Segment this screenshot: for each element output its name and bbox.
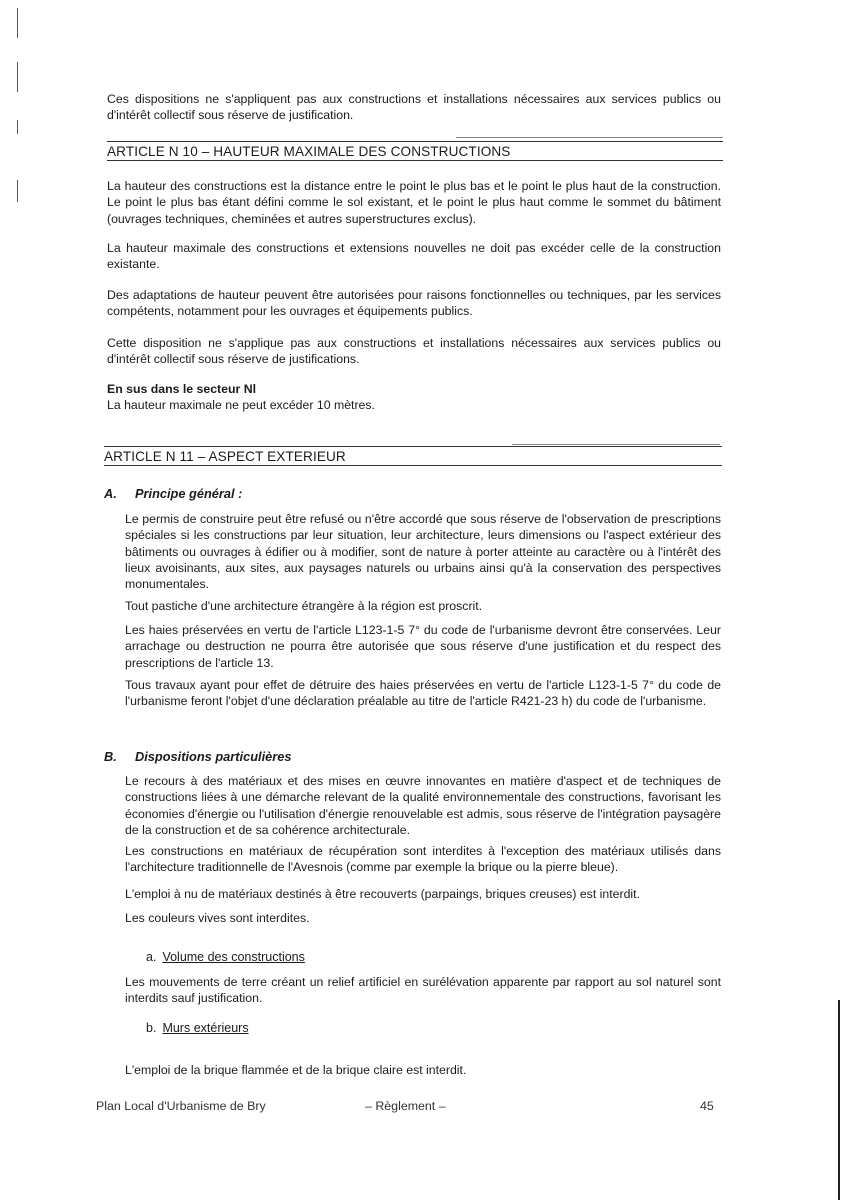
- section-a-letter: A.: [104, 486, 117, 501]
- scan-mark-left-3: [17, 120, 18, 134]
- scan-mark-right: [838, 1000, 840, 1200]
- section-b-title: Dispositions particulières: [135, 749, 292, 764]
- section-a-title: Principe général :: [135, 486, 243, 501]
- section-b-paragraph-2: Les constructions en matériaux de récupération sont interdites à l'exception des matériaux utilisés dans l'architecture traditionnelle de l'Avesnois (comme par exemple la brique ou la pierre bleue).: [125, 844, 721, 875]
- section-b-letter: B.: [104, 749, 117, 764]
- art10-sector-text: La hauteur maximale ne peut excéder 10 mètres.: [107, 398, 375, 412]
- section-b-paragraph-4: Les couleurs vives sont interdites.: [125, 911, 310, 925]
- subsection-volume-letter: a.: [146, 950, 157, 964]
- article-11-heading: ARTICLE N 11 – ASPECT EXTERIEUR: [104, 446, 722, 466]
- section-b-paragraph-3: L'emploi à nu de matériaux destinés à être recouverts (parpaings, briques creuses) est interdit.: [125, 887, 640, 901]
- footer-center: – Règlement –: [365, 1099, 446, 1113]
- intro-paragraph: Ces dispositions ne s'appliquent pas aux constructions et installations nécessaires aux services publics ou d'intérêt collectif sous réserve de justification.: [107, 92, 721, 123]
- art10-sector-title: En sus dans le secteur Nl: [107, 382, 256, 396]
- section-a-paragraph-1: Le permis de construire peut être refusé ou n'être accordé que sous réserve de l'observation de prescriptions spéciales si les constructions par leur situation, leur architecture, leurs dimensions ou l'aspect extérieur des bâtiments ou ouvrages à édifier ou à modifier, sont de nature à porter atteinte au caractère ou à l'intérêt des lieux avoisinants, aux sites, aux paysages naturels ou urbains ainsi qu'à la conservation des perspectives monumentales.: [125, 512, 721, 592]
- rule-line: [456, 137, 723, 138]
- murs-paragraph: L'emploi de la brique flammée et de la brique claire est interdit.: [125, 1063, 467, 1077]
- art10-paragraph-3: Des adaptations de hauteur peuvent être autorisées pour raisons fonctionnelles ou techniques, par les services compétents, notamment pour les ouvrages et équipements publics.: [107, 288, 721, 319]
- subsection-volume-heading: [146, 949, 305, 965]
- subsection-murs-heading: [146, 1020, 249, 1036]
- scan-mark-left-1: [17, 8, 18, 38]
- art10-paragraph-1: La hauteur des constructions est la distance entre le point le plus bas et le point le plus haut de la construction. Le point le plus bas étant défini comme le sol existant, et le point le plus haut comme le sommet du bâtiment (ouvrages techniques, cheminées et autres superstructures exclus).: [107, 179, 721, 226]
- footer-page-number: 45: [700, 1099, 714, 1113]
- subsection-volume-title: Volume des constructions: [162, 950, 305, 964]
- section-a-paragraph-2: Tout pastiche d'une architecture étrangère à la région est proscrit.: [125, 599, 483, 613]
- footer-left: Plan Local d'Urbanisme de Bry: [96, 1099, 266, 1113]
- section-b-paragraph-1: Le recours à des matériaux et des mises en œuvre innovantes en matière d'aspect et de techniques de constructions liées à une démarche relevant de la qualité environnementale des constructions, favorisant les économies d'énergie ou l'utilisation d'énergie renouvelable est admis, sous réserve de l'intégration paysagère de la construction et de sa cohérence architecturale.: [125, 774, 721, 837]
- section-b-heading: [104, 749, 291, 765]
- section-a-paragraph-3: Les haies préservées en vertu de l'article L123-1-5 7° du code de l'urbanisme devront être conservées. Leur arrachage ou destruction ne pourra être autorisée que sous réserve d'une justification et du respect des prescriptions de l'article 13.: [125, 623, 721, 670]
- article-10-heading: ARTICLE N 10 – HAUTEUR MAXIMALE DES CONSTRUCTIONS: [107, 141, 723, 161]
- subsection-murs-title: Murs extérieurs: [162, 1021, 249, 1035]
- art10-paragraph-2: La hauteur maximale des constructions et extensions nouvelles ne doit pas excéder celle de la construction existante.: [107, 241, 721, 272]
- subsection-murs-letter: b.: [146, 1021, 157, 1035]
- scan-mark-left-4: [17, 180, 18, 202]
- scan-mark-left-2: [17, 62, 18, 92]
- art10-paragraph-4: Cette disposition ne s'applique pas aux constructions et installations nécessaires aux services publics ou d'intérêt collectif sous réserve de justifications.: [107, 336, 721, 367]
- volume-paragraph: Les mouvements de terre créant un relief artificiel en surélévation apparente par rapport au sol naturel sont interdits sauf justification.: [125, 975, 721, 1006]
- rule-line: [512, 444, 720, 445]
- section-a-heading: [104, 486, 242, 502]
- section-a-paragraph-4: Tous travaux ayant pour effet de détruire des haies préservées en vertu de l'article L123-1-5 7° du code de l'urbanisme feront l'objet d'une déclaration préalable au titre de l'article R421-23 h) du code de l'urbanisme.: [125, 678, 721, 709]
